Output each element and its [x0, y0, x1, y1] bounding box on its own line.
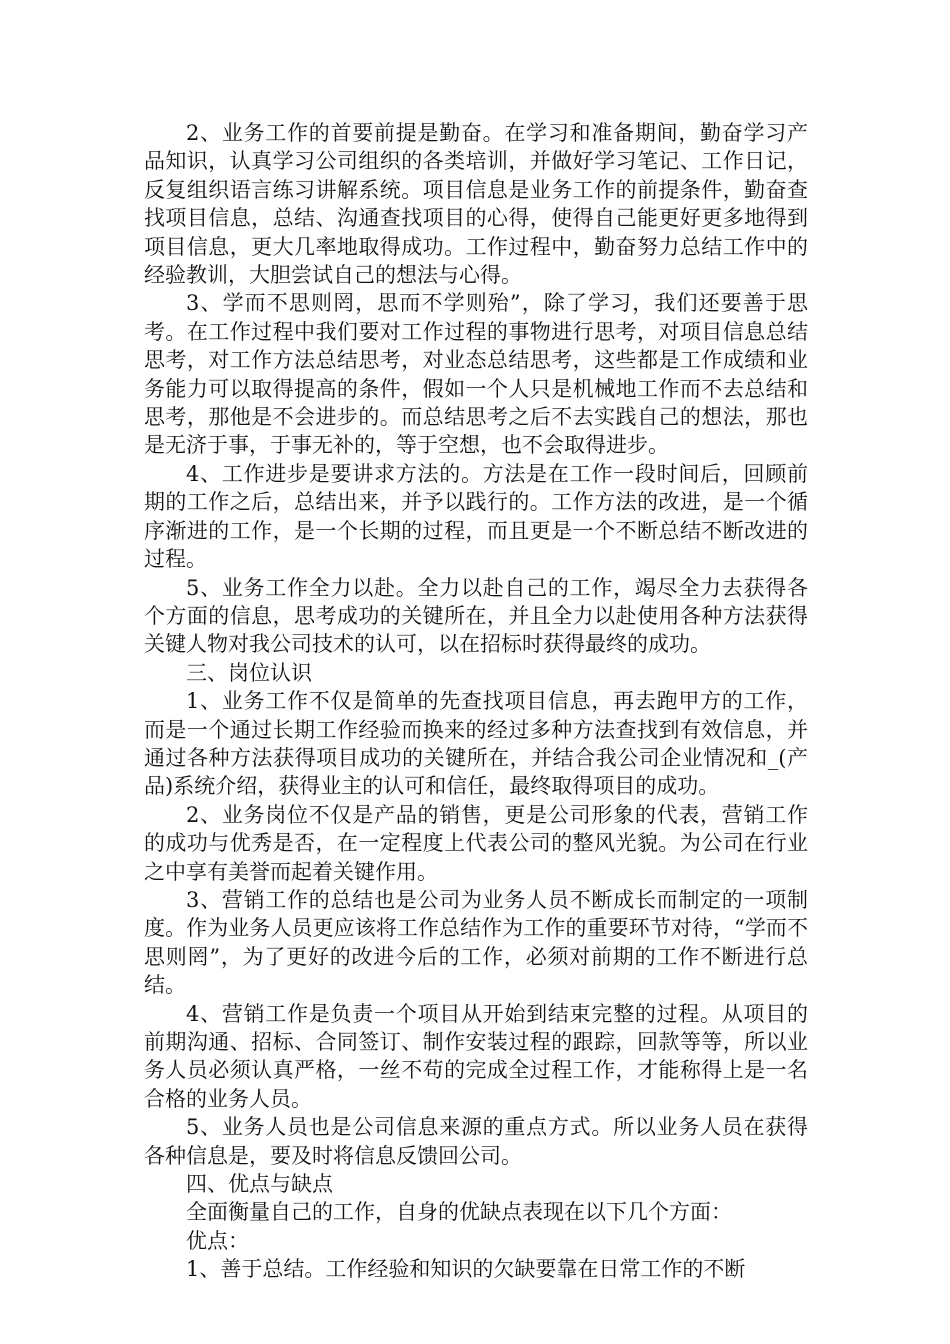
- section-heading-position: 三、岗位认识: [186, 660, 312, 685]
- paragraph-position-5: 5、业务人员也是公司信息来源的重点方式。所以业务人员在获得各种信息是，要及时将信息反馈回公司。: [144, 1115, 808, 1168]
- paragraph-diligence: 2、业务工作的首要前提是勤奋。在学习和准备期间，勤奋学习产品知识，认真学习公司组织的各类培训，并做好学习笔记、工作日记，反复组织语言练习讲解系统。项目信息是业务工作的前提条件，勤奋查找项目信息，总结、沟通查找项目的心得，使得自己能更好更多地得到项目信息，更大几率地取得成功。工作过程中，勤奋努力总结工作中的经验教训，大胆尝试自己的想法与心得。: [144, 121, 808, 288]
- paragraph-strength-1: 1、善于总结。工作经验和知识的欠缺要靠在日常工作的不断: [186, 1257, 746, 1282]
- paragraph-position-2: 2、业务岗位不仅是产品的销售，更是公司形象的代表，营销工作的成功与优秀是否，在一定程度上代表公司的整风光貌。为公司在行业之中享有美誉而起着关键作用。: [144, 802, 808, 884]
- paragraph-position-4: 4、营销工作是负责一个项目从开始到结束完整的过程。从项目的前期沟通、招标、合同签订、制作安装过程的跟踪，回款等等，所以业务人员必须认真严格，一丝不苟的完成全过程工作，才能称得上是一名合格的业务人员。: [144, 1001, 808, 1111]
- paragraph-all-out: 5、业务工作全力以赴。全力以赴自己的工作，竭尽全力去获得各个方面的信息，思考成功的关键所在，并且全力以赴使用各种方法获得关键人物对我公司技术的认可，以在招标时获得最终的成功。: [144, 575, 808, 657]
- document-body: [144, 119, 808, 1284]
- section-heading-pros-cons: 四、优点与缺点: [186, 1172, 333, 1197]
- paragraph-position-3: 3、营销工作的总结也是公司为业务人员不断成长而制定的一项制度。作为业务人员更应该将工作总结作为工作的重要环节对待，“学而不思则罔”，为了更好的改进今后的工作，必须对前期的工作不断进行总结。: [144, 887, 808, 998]
- subheading-strengths: 优点：: [186, 1228, 249, 1253]
- paragraph-position-1: 1、业务工作不仅是简单的先查找项目信息，再去跑甲方的工作，而是一个通过长期工作经验而换来的经过多种方法查找到有效信息，并通过各种方法获得项目成功的关键所在，并结合我公司企业情况和_(产品)系统介绍，获得业主的认可和信任，最终取得项目的成功。: [144, 689, 808, 799]
- paragraph-thinking: 3、学而不思则罔，思而不学则殆”，除了学习，我们还要善于思考。在工作过程中我们要对工作过程的事物进行思考，对项目信息总结思考，对工作方法总结思考，对业态总结思考，这些都是工作成绩和业务能力可以取得提高的条件，假如一个人只是机械地工作而不去总结和思考，那他是不会进步的。而总结思考之后不去实践自己的想法，那也是无济于事，于事无补的，等于空想，也不会取得进步。: [144, 291, 808, 458]
- paragraph-pros-cons-intro: 全面衡量自己的工作，自身的优缺点表现在以下几个方面：: [186, 1200, 732, 1225]
- paragraph-method: 4、工作进步是要讲求方法的。方法是在工作一段时间后，回顾前期的工作之后，总结出来，并予以践行的。工作方法的改进，是一个循序渐进的工作，是一个长期的过程，而且更是一个不断总结不断改进的过程。: [144, 461, 808, 572]
